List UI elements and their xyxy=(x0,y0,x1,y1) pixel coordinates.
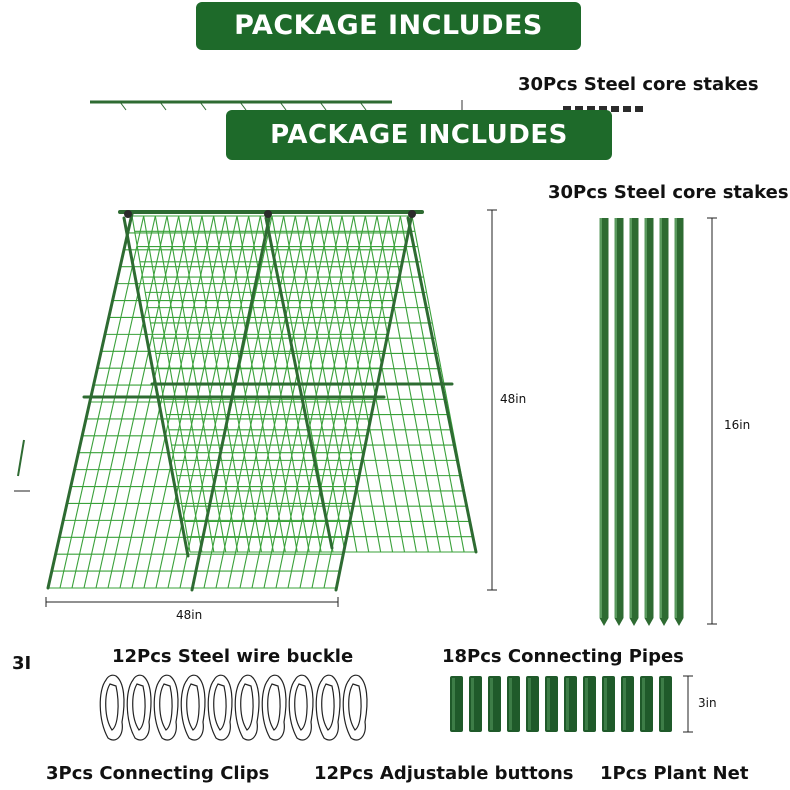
package-banner-back: PACKAGE INCLUDES xyxy=(196,2,581,50)
connecting-pipe xyxy=(450,676,463,732)
connecting-pipe xyxy=(583,676,596,732)
connecting-pipe xyxy=(602,676,615,732)
trellis-width-label: 48in xyxy=(176,608,203,622)
connecting-pipe xyxy=(469,676,482,732)
trellis-height-label: 48in xyxy=(500,392,527,406)
connecting-pipe xyxy=(545,676,558,732)
pipes-label: 18Pcs Connecting Pipes xyxy=(442,646,684,667)
stake-length-label: 16in xyxy=(724,418,751,432)
connecting-pipe xyxy=(659,676,672,732)
buckle-label: 12Pcs Steel wire buckle xyxy=(112,646,354,667)
clips-label: 3Pcs Connecting Clips xyxy=(46,763,270,784)
connecting-pipe xyxy=(621,676,634,732)
connecting-pipe xyxy=(488,676,501,732)
pipe-length-label: 3in xyxy=(698,696,717,710)
stakes-label: 30Pcs Steel core stakes xyxy=(548,182,789,203)
stakes-label-back: 30Pcs Steel core stakes xyxy=(518,74,759,95)
package-banner: PACKAGE INCLUDES xyxy=(226,110,612,160)
buttons-label: 12Pcs Adjustable buttons xyxy=(314,763,574,784)
cut-off-label: 3I xyxy=(12,653,32,674)
connecting-pipe xyxy=(564,676,577,732)
connecting-pipe xyxy=(640,676,653,732)
net-label: 1Pcs Plant Net xyxy=(600,763,749,784)
connecting-pipe xyxy=(526,676,539,732)
connecting-pipe xyxy=(507,676,520,732)
